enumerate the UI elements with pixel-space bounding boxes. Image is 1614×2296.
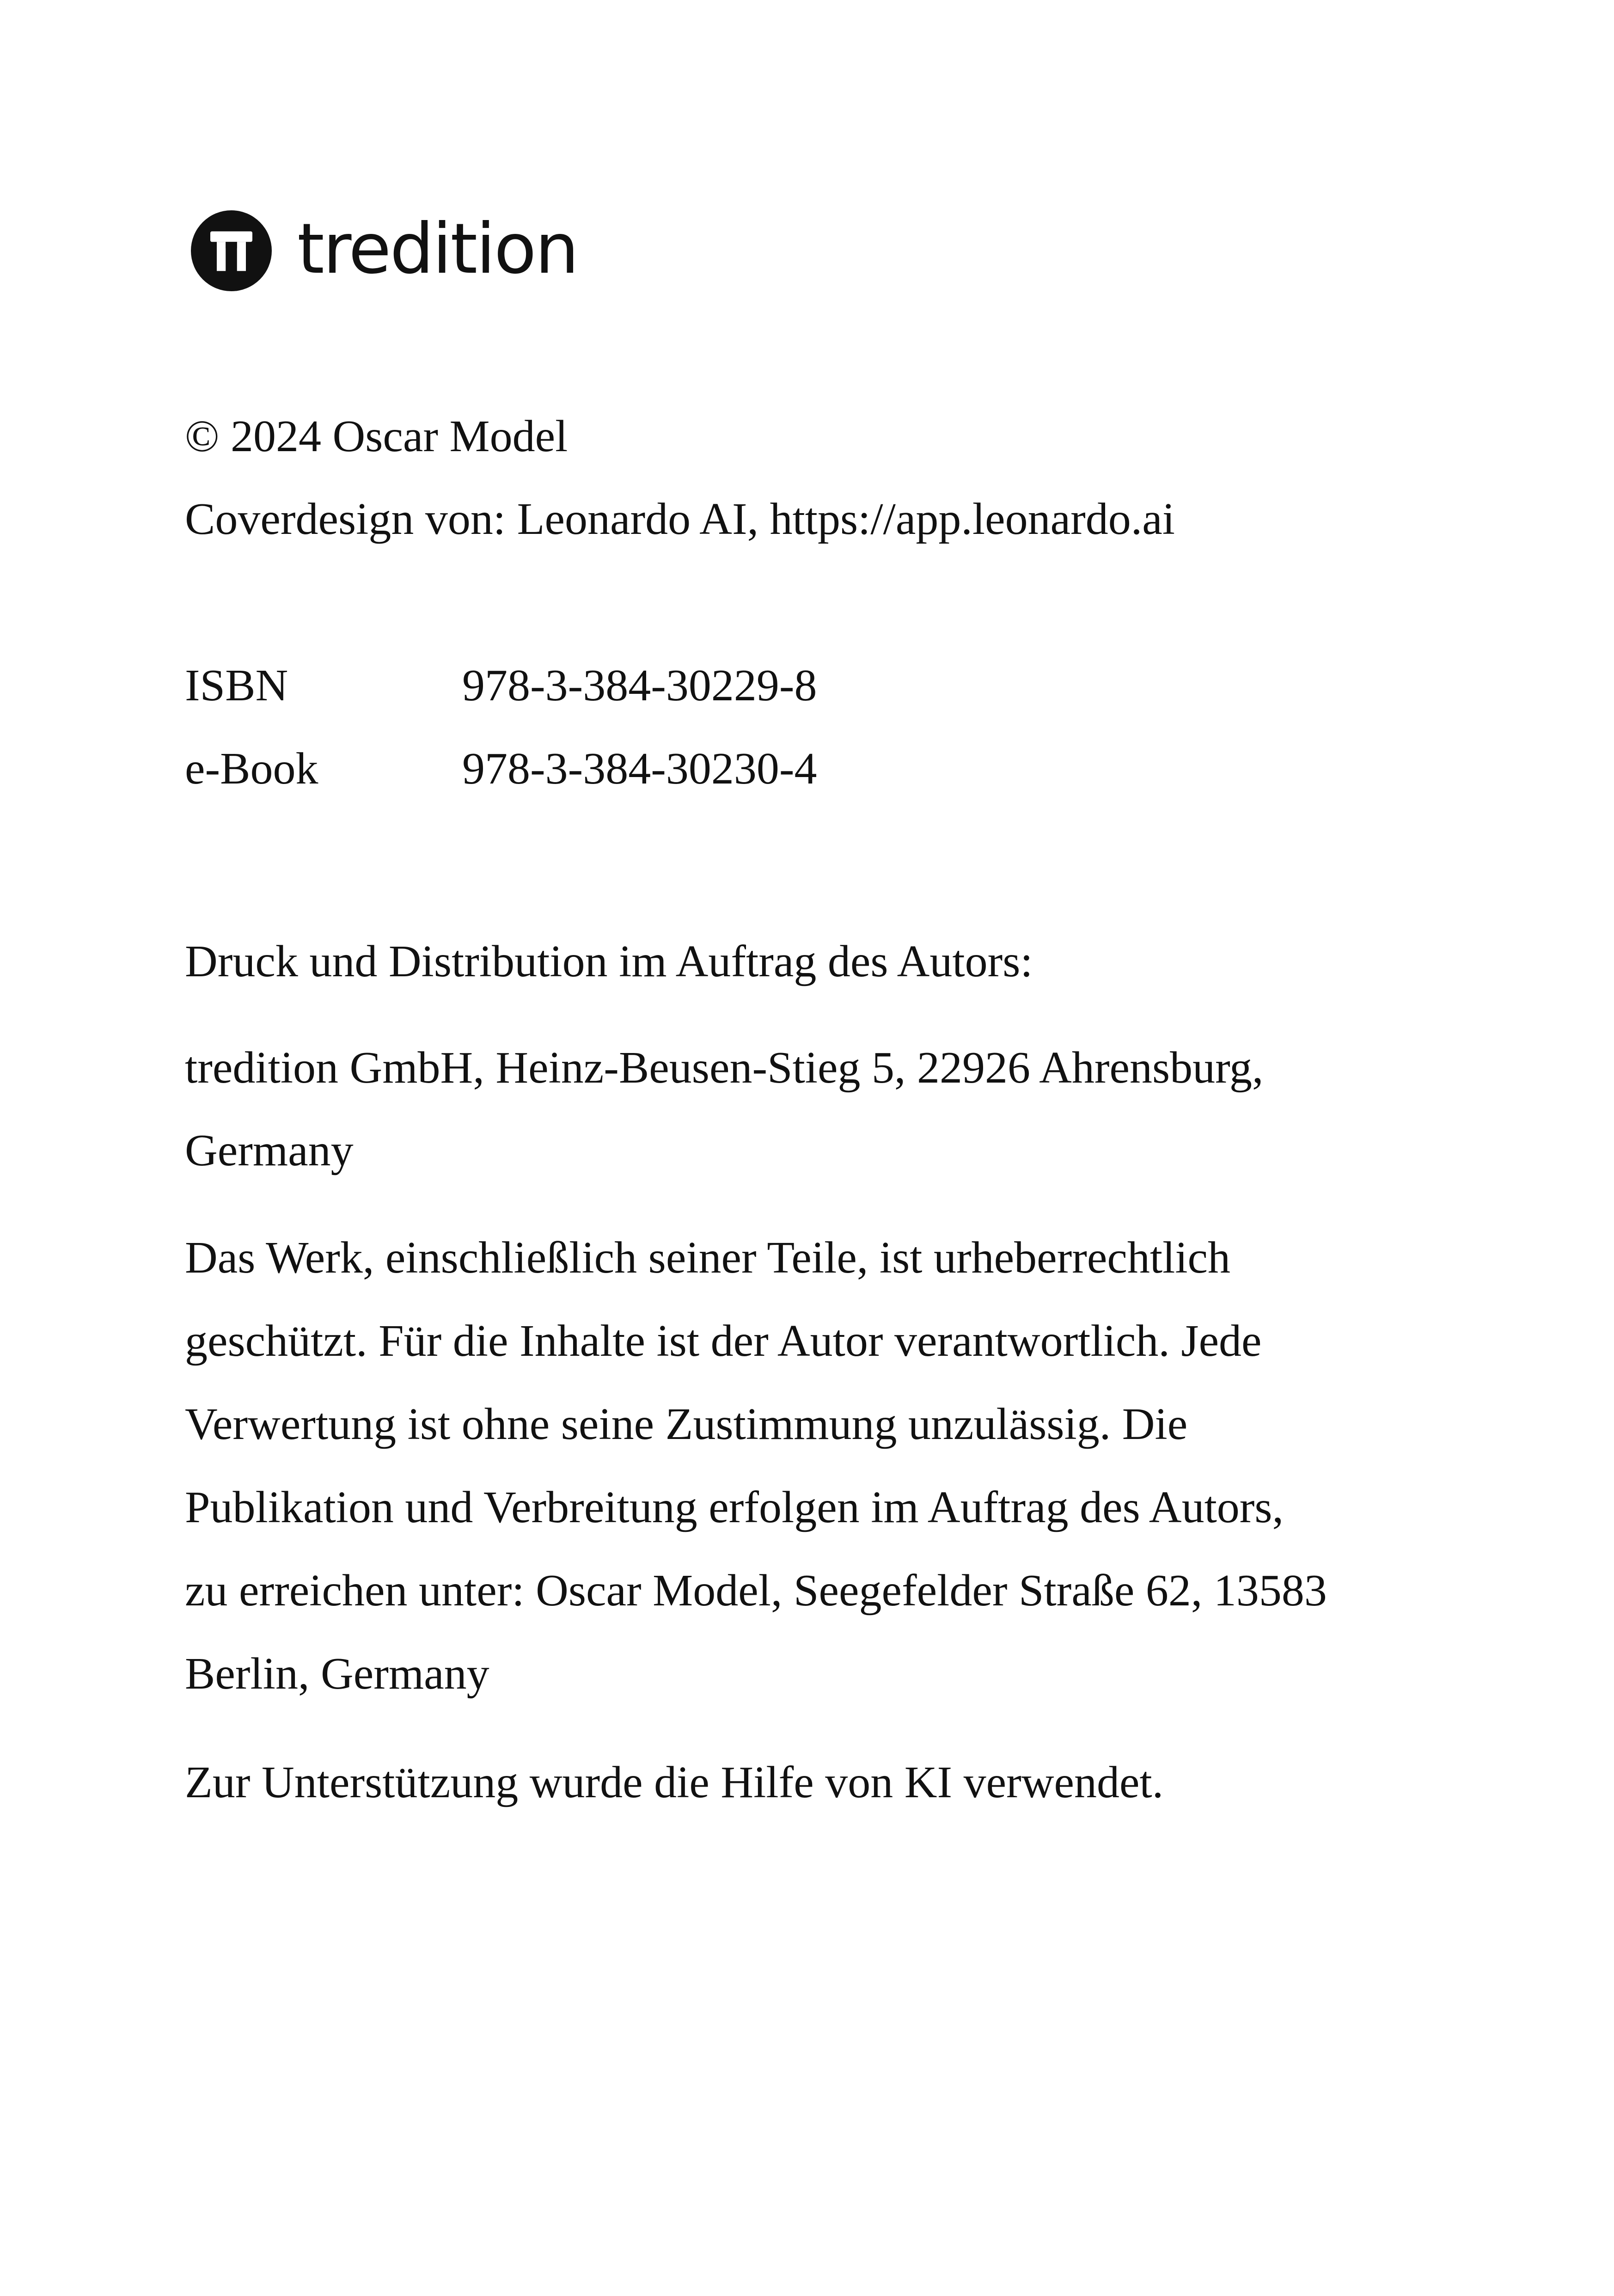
ebook-isbn-row bbox=[185, 744, 817, 794]
ebook-isbn-value: 978-3-384-30230-4 bbox=[462, 744, 817, 794]
legal-line: Publikation und Verbreitung erfolgen im Auftrag des Autors, bbox=[185, 1482, 1284, 1532]
isbn-row bbox=[185, 661, 817, 710]
copyright-line: © 2024 Oscar Model bbox=[185, 411, 568, 461]
tredition-logo bbox=[191, 208, 578, 294]
isbn-label: ISBN bbox=[185, 661, 288, 710]
legal-line: zu erreichen unter: Oscar Model, Seegefelder Straße 62, 13583 bbox=[185, 1566, 1327, 1616]
ai-usage-note: Zur Unterstützung wurde die Hilfe von KI verwendet. bbox=[185, 1757, 1164, 1807]
isbn-value: 978-3-384-30229-8 bbox=[462, 661, 817, 710]
tredition-logo-icon bbox=[191, 210, 272, 291]
legal-line: geschützt. Für die Inhalte ist der Autor verantwortlich. Jede bbox=[185, 1316, 1262, 1366]
ebook-label: e-Book bbox=[185, 744, 318, 794]
publisher-address-line: tredition GmbH, Heinz-Beusen-Stieg 5, 22926 Ahrensburg, bbox=[185, 1043, 1264, 1093]
legal-line: Verwertung ist ohne seine Zustimmung unzulässig. Die bbox=[185, 1399, 1188, 1449]
cover-design-credit: Coverdesign von: Leonardo AI, https://app.leonardo.ai bbox=[185, 494, 1175, 544]
publisher-address-line: Germany bbox=[185, 1126, 354, 1176]
legal-line: Berlin, Germany bbox=[185, 1649, 489, 1699]
legal-line: Das Werk, einschließlich seiner Teile, ist urheberrechtlich bbox=[185, 1233, 1231, 1283]
logo-wordmark: tredition bbox=[297, 208, 578, 289]
distribution-heading: Druck und Distribution im Auftrag des Autors: bbox=[185, 937, 1033, 986]
